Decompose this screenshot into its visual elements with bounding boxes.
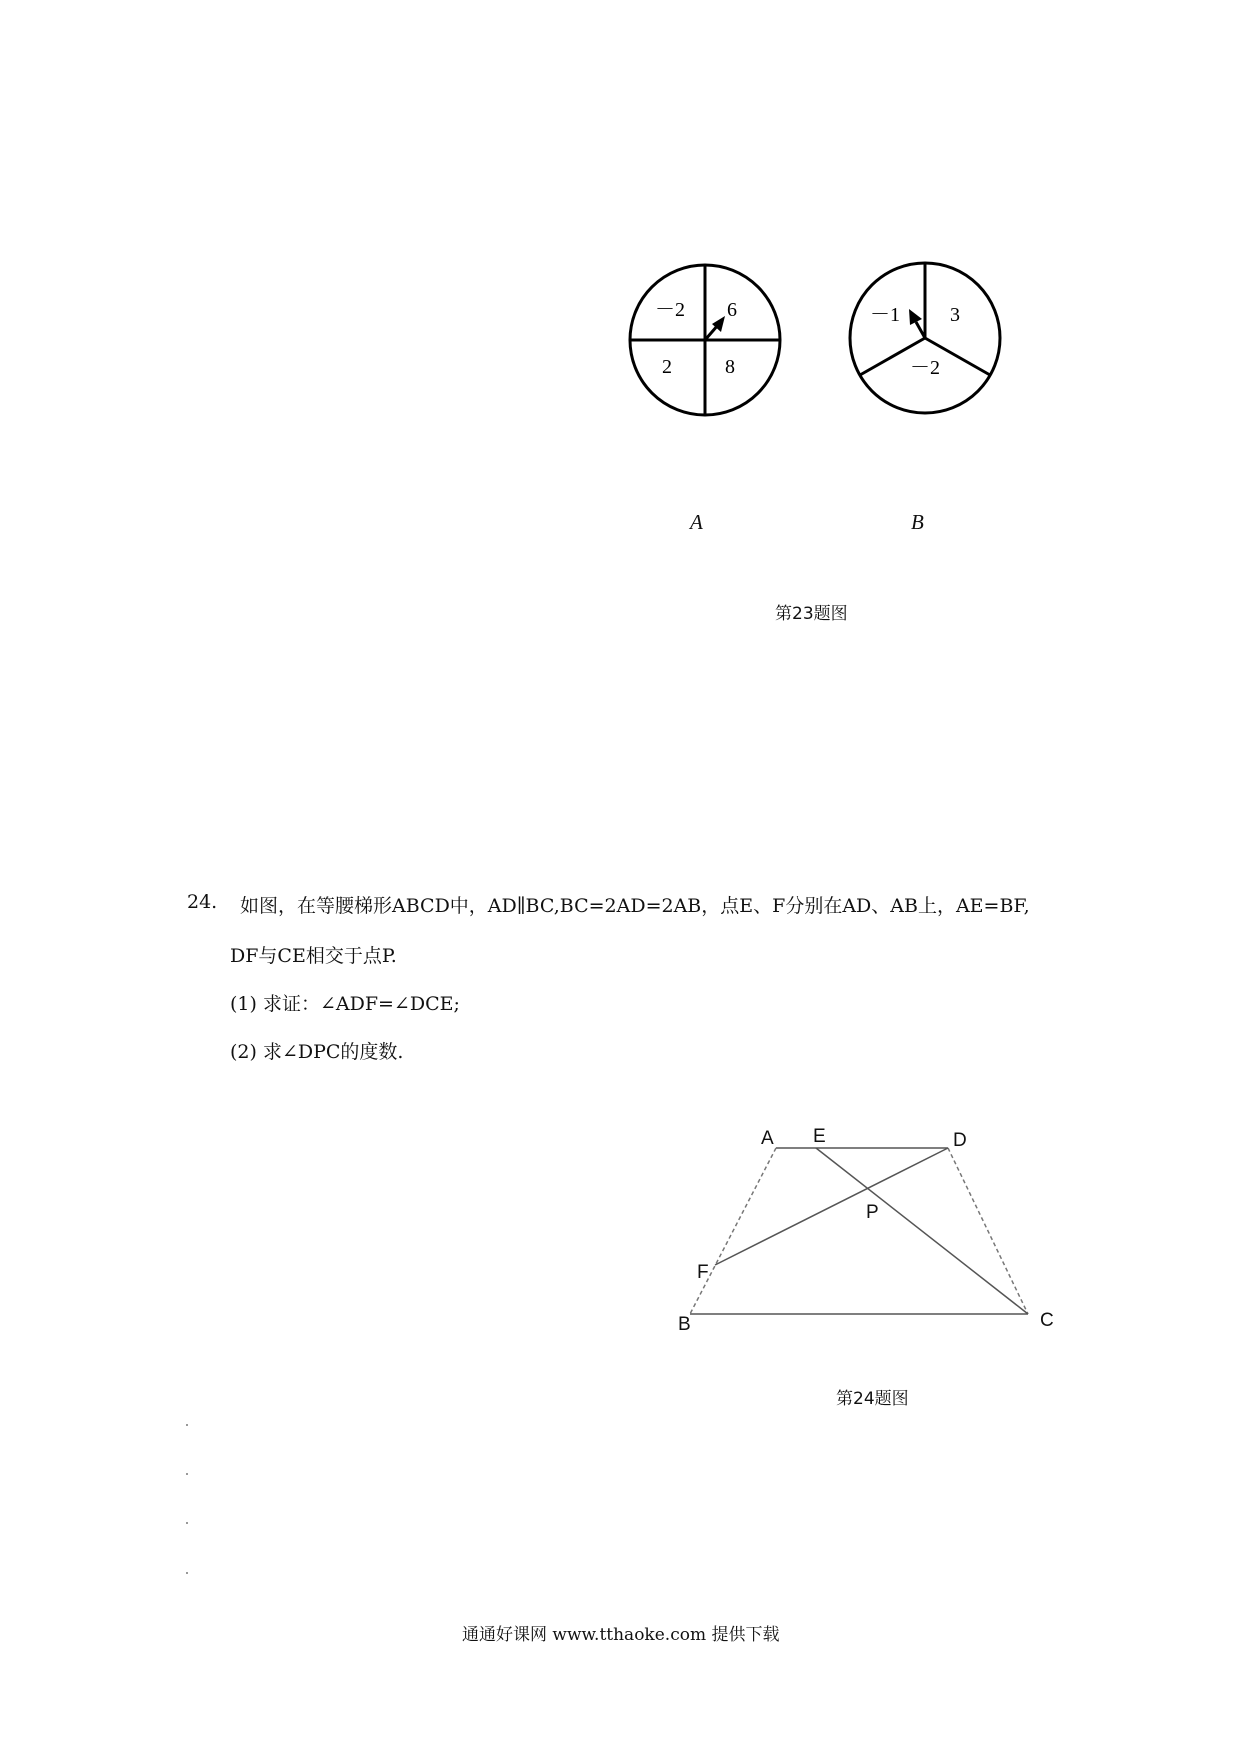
question-24-part2: (2) 求∠DPC的度数. [230,1041,404,1063]
label-point-e: E [813,1126,826,1147]
margin-dot [186,1522,188,1524]
spinner-a-sector-1: －2 [655,299,685,321]
label-point-p: P [866,1202,879,1223]
segment-ab [690,1148,776,1314]
label-point-c: C [1040,1310,1054,1331]
spinner-a-sector-3: 2 [662,356,672,378]
spinner-a-sector-4: 8 [725,356,735,378]
label-point-b: B [678,1314,691,1335]
spinner-a-figure [620,255,790,425]
spinner-a-sector-2: 6 [727,299,737,321]
margin-dot [186,1572,188,1574]
margin-dot [186,1473,188,1475]
figure-23-caption: 第23题图 [775,604,848,624]
spinner-b-sector-3: －2 [910,357,940,379]
spinner-b-sector-1: －1 [870,304,900,326]
spinner-a-label: A [690,510,703,534]
question-24-stem-line1: 如图，在等腰梯形ABCD中，AD∥BC,BC=2AD=2AB，点E、F分别在AD、AB上，AE=BF, [240,895,1030,917]
spinner-b-sector-2: 3 [950,304,960,326]
segment-ec [816,1148,1028,1314]
label-point-d: D [953,1130,967,1151]
trapezoid-figure [660,1110,1080,1350]
figure-24-caption: 第24题图 [836,1389,909,1409]
question-24-stem-line2: DF与CE相交于点P. [230,945,397,967]
spinner-b-label: B [911,510,924,534]
margin-dot [186,1424,188,1426]
question-24-part1: (1) 求证：∠ADF=∠DCE; [230,993,460,1015]
page-footer: 通通好课网 www.tthaoke.com 提供下载 [462,1625,780,1645]
label-point-f: F [697,1262,709,1283]
segment-dc [948,1148,1028,1314]
spinner-b-figure [840,253,1010,423]
segment-df [715,1148,948,1265]
question-24-number: 24. [187,891,218,913]
label-point-a: A [761,1128,774,1149]
